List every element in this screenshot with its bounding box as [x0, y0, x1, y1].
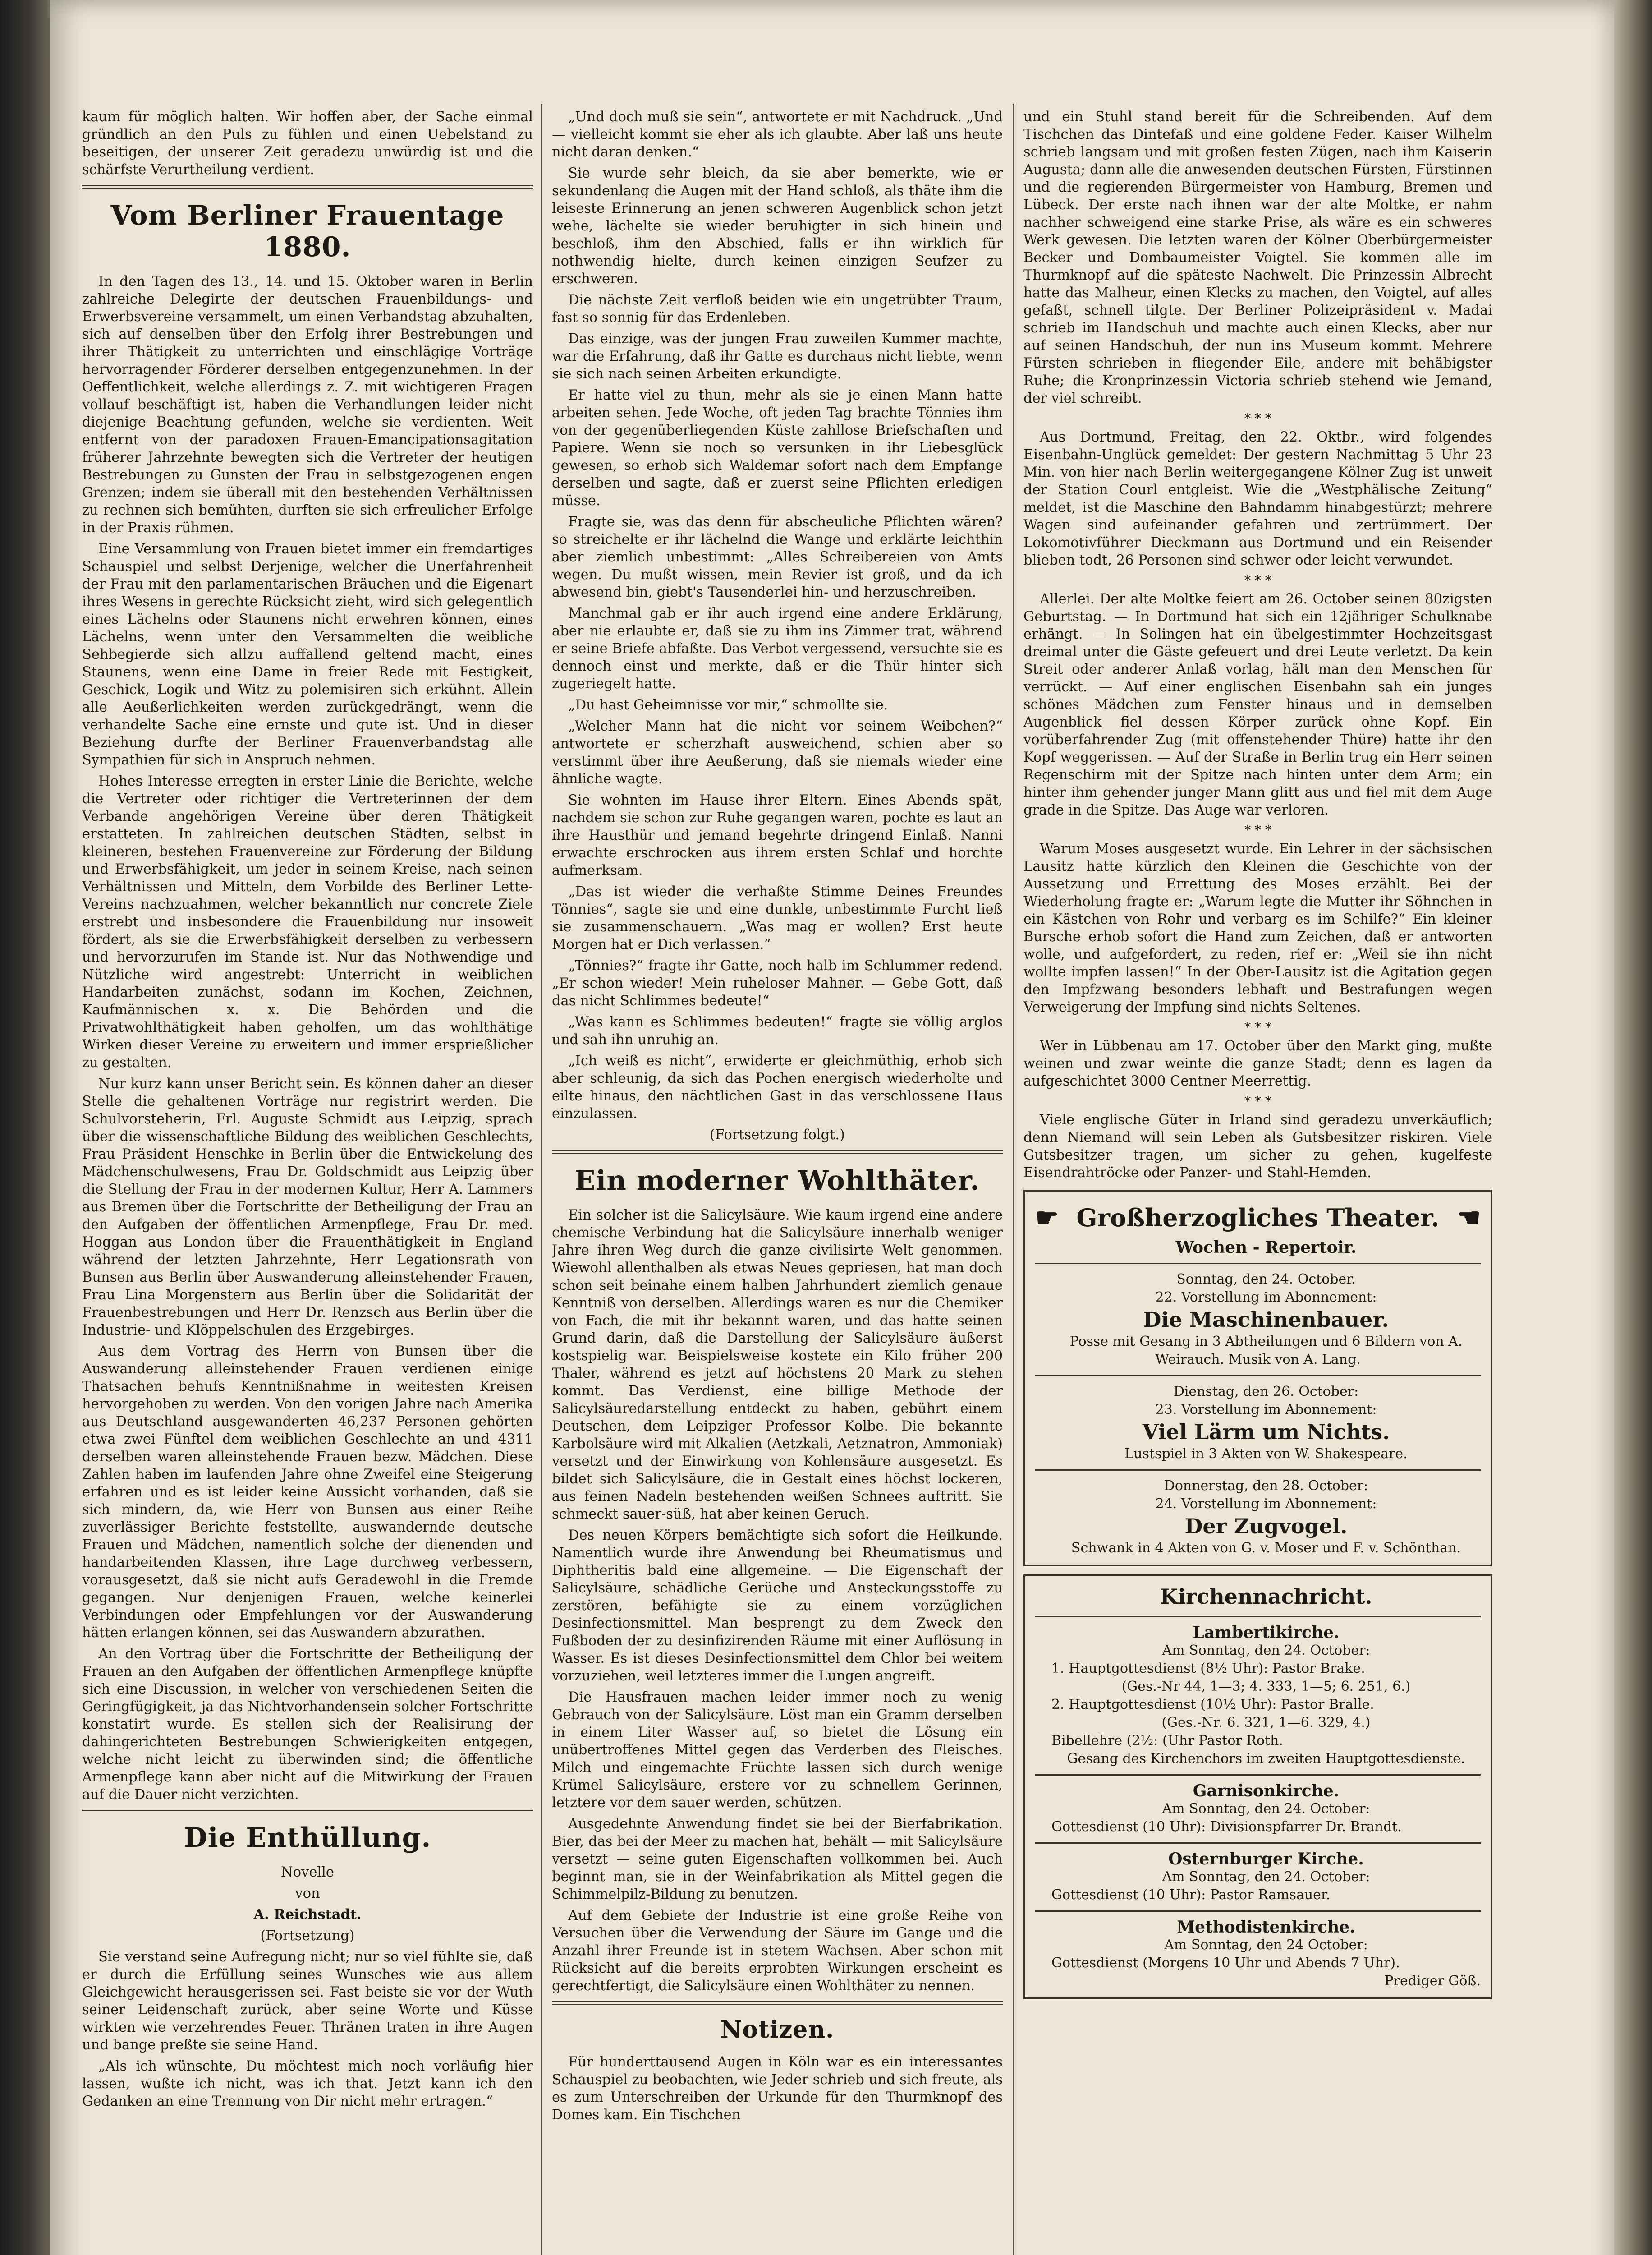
repertoire-subtitle: Wochen - Repertoir. [1175, 1238, 1357, 1257]
paragraph: An den Vortrag über die Fortschritte der Betheiligung der Frauen an den Aufgaben der öffentlichen Armenpflege knüpfte sich eine Discussion, in welcher von verschiedenen Seiten die Geringfügigkeit, ja das Nichtvorhandensein solcher Fortschritte konstatirt wurde. Es stellen sich der Realisirung der dahingerichteten Bestrebungen Schwierigkeiten entgegen, welche nicht leicht zu überwinden sind; die öffentliche Armenpflege kann aber nicht auf die Mitwirkung der Frauen auf die Dauer nicht verzichten. [82, 1646, 533, 1803]
divider [552, 1150, 1003, 1154]
theater-play: Der Zugvogel. [1184, 1514, 1348, 1538]
theater-abo: 23. Vorstellung im Abonnement: [1155, 1402, 1377, 1417]
story-paragraph: „Und doch muß sie sein“, antwortete er mit Nachdruck. „Und — vielleicht kommt sie eher als ich glaubte. Aber laß uns heute nicht daran denken.“ [552, 109, 1003, 160]
column-2 [552, 108, 1003, 2127]
heading-notizen: Notizen. [720, 2016, 835, 2043]
paragraph: Des neuen Körpers bemächtigte sich sofort die Heilkunde. Namentlich wurde ihre Anwendung bei Rheumatismus und Diphtheritis bald eine allgemeine. — Die Eigenschaft der Salicylsäure, schädliche Gerüche und Ansteckungsstoffe zu zerstören, befähigte sie zu einem vorzüglichen Desinfectionsmittel. Man besprengt zu dem Zweck den Fußboden der zu desinfizirenden Räume mit einer Auflösung in Wasser. Es ist dieses Desinfectionsmittel dem Chlor bei weitem vorzuziehen, weil letzteres immer die Lungen angreift. [552, 1528, 1003, 1684]
separator-stars: * * * [1244, 573, 1271, 588]
church-line: Am Sonntag, den 24. October: [1162, 1643, 1370, 1658]
paragraph: In den Tagen des 13., 14. und 15. Oktober waren in Berlin zahlreiche Delegirte der deutschen Frauenbildungs- und Erwerbsvereine versammelt, um einen Verbandstag abzuhalten, sich auf denselben über den Erfolg ihrer Bestrebungen und ihrer Thätigkeit zu unterrichten und einschlägige Vorträge hervorragender Förderer derselben entgegenzunehmen. In der Oeffentlichkeit, welche allerdings z. Z. mit wichtigeren Fragen vollauf beschäftigt ist, haben die Verhandlungen leider nicht diejenige Beachtung gefunden, welche sie verdienten. Weit entfernt von der paradoxen Frauen-Emancipationsagitation früherer Jahrzehnte bewegten sich die Vertreter der heutigen Bestrebungen zu Gunsten der Frau in selbstgezogenen engen Grenzen; indem sie überall mit den bestehenden Verhältnissen zu rechnen sich bemühten, durften sie sich erfreulicher Erfolge in der Praxis rühmen. [82, 274, 533, 536]
story-paragraph: Er hatte viel zu thun, mehr als sie je einen Mann hatte arbeiten sehen. Jede Woche, oft jeden Tag brachte Tönnies ihm von der gegenüberliegenden Küste zahllose Briefschaften und Papiere. Wenn sie noch so versunken in ihr Liebesglück gewesen, so erhob sich Waldemar sofort nach dem Empfange derselben und sagte, daß er zuerst seine Pflichten erledigen müsse. [552, 387, 1003, 509]
divider [1035, 1616, 1481, 1617]
theater-title-row [1035, 1202, 1481, 1233]
divider [1035, 1774, 1481, 1776]
church-garnison: Garnisonkirche. [1193, 1781, 1340, 1800]
paragraph: Eine Versammlung von Frauen bietet immer ein fremdartiges Schauspiel und selbst Derjenige, welcher die Unerfahrenheit der Frau mit den parlamentarischen Bräuchen und die Eigenart ihres Wesens in gerechte Rücksicht zieht, wird sich gelegentlich eines Lächelns oder Staunens nicht erwehren können, eines Lächelns, wenn unter den Versammelten die weibliche Sehbegierde sich allzu auffallend geltend macht, eines Staunens, wenn eine Dame in freier Rede mit Festigkeit, Geschick, Logik und Witz zu polemisiren sich erkühnt. Allein alle Aeußerlichkeiten werden zurückgedrängt, wenn die verhandelte Sache eine ernste und gute ist. Und in dieser Beziehung durfte der Berliner Frauenverbandstag alle Sympathien für sich in Anspruch nehmen. [82, 541, 533, 768]
church-line: Gesang des Kirchenchors im zweiten Hauptgottesdienste. [1067, 1751, 1465, 1767]
page-edge [1614, 0, 1652, 2255]
story-paragraph: „Was kann es Schlimmes bedeuten!“ fragte sie völlig arglos und sah ihn unruhig an. [552, 1014, 1003, 1048]
divider [1035, 1842, 1481, 1844]
church-line: Gottesdienst (10 Uhr): Divisionspfarrer Dr. Brandt. [1051, 1819, 1402, 1835]
column-rule [1013, 104, 1014, 2255]
author-name: A. Reichstadt. [253, 1906, 362, 1923]
story-paragraph: Fragte sie, was das denn für abscheuliche Pflichten wären? so streichelte er ihr lächelnd die Wange und erklärte leichthin aber ziemlich unbestimmt: „Alles Schreibereien von Amts wegen. Du mußt wissen, mein Revier ist groß, und da ich abwesend bin, giebt's Tausenderlei hin- und herzuschreiben. [552, 514, 1003, 600]
paragraph: Auf dem Gebiete der Industrie ist eine große Reihe von Versuchen über die Verwendung der Säure im Gange und die Anzahl ihrer Freunde ist in stetem Wachsen. Aber schon mit Rücksicht auf die bereits erprobten Wirkungen erscheint es gerechtfertigt, die Salicylsäure einen Wohlthäter zu nennen. [552, 1908, 1003, 1994]
novelle-label: Novelle [281, 1864, 334, 1880]
divider [82, 185, 533, 189]
story-paragraph: Sie wurde sehr bleich, da sie aber bemerkte, wie er sekundenlang die Augen mit der Hand schloß, als thäte ihm die leiseste Erinnerung an jenen schweren Augenblick schon jetzt wehe, lächelte sie wieder beruhigter in sich hinein und beschloß, ihm den Abschied, falls er ihn wirklich für nothwendig hielte, durch keinen einzigen Seufzer zu erschweren. [552, 166, 1003, 287]
church-methodist: Methodistenkirche. [1177, 1918, 1355, 1937]
divider [1035, 1375, 1481, 1376]
separator-stars: * * * [1244, 1020, 1271, 1035]
story-paragraph: „Welcher Mann hat die nicht vor seinem Weibchen?“ antwortete er scherzhaft ausweichend, schien aber so verstimmt über ihre Aeußerung, daß sie niemals wieder eine ähnliche wagte. [552, 718, 1003, 787]
church-box [1023, 1574, 1492, 1999]
church-line: Am Sonntag, den 24. October: [1162, 1869, 1370, 1885]
paragraph-dortmund: Aus Dortmund, Freitag, den 22. Oktbr., wird folgendes Eisenbahn-Unglück gemeldet: Der gestern Nachmittag 5 Uhr 23 Min. von hier nach Berlin weitergegangene Kölner Zug ist unweit der Station Courl entgleist. Wie die „Westphälische Zeitung“ meldet, ist die Maschine den Bahndamm hinabgestürzt; mehrere Wagen sind aufeinander gefahren und zertrümmert. Der Lokomotivführer Dieckmann aus Dortmund und ein Reisender blieben todt, 26 Personen sind schwer oder leicht verwundet. [1023, 429, 1492, 568]
church-line: 2. Hauptgottesdienst (10½ Uhr): Pastor Bralle. [1051, 1697, 1374, 1712]
theater-desc: Lustspiel in 3 Akten von W. Shakespeare. [1124, 1446, 1408, 1462]
story-paragraph: Sie wohnten im Hause ihrer Eltern. Eines Abends spät, nachdem sie schon zur Ruhe gegangen waren, pochte es laut an ihre Hausthür und jemand begehrte dringend Einlaß. Nanni erwachte erschrocken aus ihrem ersten Schlaf und horchte aufmerksam. [552, 792, 1003, 879]
theater-abo: 22. Vorstellung im Abonnement: [1155, 1289, 1377, 1305]
divider [1035, 1910, 1481, 1912]
church-title: Kirchennachricht. [1160, 1584, 1372, 1609]
divider [1035, 1263, 1481, 1264]
paragraph-irland: Viele englische Güter in Irland sind geradezu unverkäuflich; denn Niemand will sein Leben als Gutsbesitzer riskiren. Viele Gutsbesitzer tragen, um sicher zu gehen, kugelfeste Eisendrahtröcke oder Panzer- und Stahl-Hemden. [1023, 1112, 1492, 1181]
story-paragraph: „Ich weiß es nicht“, erwiderte er gleichmüthig, erhob sich aber schleunig, da sich das Pochen energisch wiederholte und eilte hinaus, den nächtlichen Gast in das verschlossene Haus einzulassen. [552, 1053, 1003, 1122]
theater-play: Die Maschinenbauer. [1143, 1307, 1389, 1332]
theater-date: Sonntag, den 24. October. [1176, 1271, 1356, 1287]
divider [552, 2001, 1003, 2005]
story-paragraph: „Das ist wieder die verhaßte Stimme Deines Freundes Tönnies“, sagte sie und eine dunkle, unbestimmte Furcht ließ sie zusammenschauern. „Was mag er wollen? Erst heute Morgen hat er Dich verlassen.“ [552, 884, 1003, 953]
story-paragraph: Das einzige, was der jungen Frau zuweilen Kummer machte, war die Erfahrung, daß ihr Gatte es durchaus nicht liebte, wenn sie sich nach seinen Arbeiten erkundigte. [552, 331, 1003, 382]
story-paragraph: Die nächste Zeit verfloß beiden wie ein ungetrübter Traum, fast so sonnig für das Erdenleben. [552, 292, 1003, 326]
story-paragraph: „Tönnies?“ fragte ihr Gatte, noch halb im Schlummer redend. „Er schon wieder! Mein ruheloser Mahner. — Gebe Gott, daß das nicht Schlimmes bedeute!“ [552, 958, 1003, 1009]
theater-abo: 24. Vorstellung im Abonnement: [1155, 1496, 1377, 1512]
church-line: Am Sonntag, den 24. October: [1162, 1801, 1370, 1817]
to-be-continued: (Fortsetzung folgt.) [710, 1127, 845, 1143]
paragraph: Aus dem Vortrag des Herrn von Bunsen über die Auswanderung alleinstehender Frauen verdienen einige Thatsachen behufs Kenntnißnahme in weitesten Kreisen hervorgehoben zu werden. Von den vorigen Jahre nach Amerika aus Deutschland ausgewanderten 46,237 Personen gehörten etwa zwei Fünftel dem weiblichen Geschlechte an und 4311 derselben waren alleinstehende Frauen bezw. Mädchen. Diese Zahlen haben im laufenden Jahre ohne Zweifel eine Steigerung erfahren und es ist leider keine Aussicht vorhanden, daß sie sich mindern, da, wie Herr von Bunsen aus einer Reihe zuverlässiger Berichte feststellte, auswandernde deutsche Frauen und Mädchen, namentlich solche der dienenden und handarbeitenden Klassen, ihre Lage durchweg verbessern, vorausgesetzt, daß sie nicht aufs Geradewohl in die Fremde gegangen. Nur denjenigen Frauen, welche keinerlei Verbindungen oder Empfehlungen vor der Auswanderung hätten erlangen können, sei das Auswandern abzurathen. [82, 1344, 533, 1641]
newspaper-page [50, 0, 1614, 2255]
separator-stars: * * * [1244, 1094, 1271, 1109]
paragraph: Hohes Interesse erregten in erster Linie die Berichte, welche die Vertreter oder richtiger die Vertreterinnen der dem Verbande angehörigen Vereine über deren Thätigkeit erstatteten. In zahlreichen deutschen Städten, selbst in kleineren, bestehen Frauenvereine zur Förderung der Bildung und Erwerbsfähigkeit, um jeder in seinem Kreise, nach seinen Verhältnissen und Mitteln, dem Vorbilde des Berliner Lette-Vereins nachzuahmen, welcher bekanntlich nur concrete Ziele erstrebt und insbesondere die Frauenbildung nur insoweit fördert, als sie die Erwerbsfähigkeit derselben zu verbessern und hervorzurufen im Stande ist. Nur das Nothwendige und Nützliche wird angestrebt: Unterricht in weiblichen Handarbeiten zunächst, sodann im Kochen, Zeichnen, Kaufmännischen x. x. Die Behörden und die Privatwohlthätigkeit haben geholfen, um das wohlthätige Wirken dieser Vereine zu erweitern und immer ersprießlicher zu gestalten. [82, 773, 533, 1071]
separator-stars: * * * [1244, 411, 1271, 426]
story-paragraph: Manchmal gab er ihr auch irgend eine andere Erklärung, aber nie erlaubte er, daß sie zu ihm ins Zimmer trat, während er seine Briefe abfaßte. Das Verbot vergessend, versuchte sie es dennoch einst und merkte, daß er die Thür hinter sich zugeriegelt hatte. [552, 606, 1003, 692]
church-line: Prediger Göß. [1384, 1973, 1481, 1989]
paragraph-allerlei: Allerlei. Der alte Moltke feiert am 26. October seinen 80zigsten Geburtstag. — In Dortmund hat sich ein 12jähriger Schulknabe erhängt. — In Solingen hat ein übelgestimmter Hochzeitsgast dreimal unter die Gäste gefeuert und drei Leute verletzt. Da kein Streit oder anderer Anlaß vorlag, hält man den Menschen für verrückt. — Auf einer englischen Eisenbahn sah ein junges schönes Mädchen zum Fenster hinaus und in demselben Augenblick fiel dessen Körper zurück ohne Kopf. Ein vorüberfahrender Zug (mit offenstehender Thüre) hatte ihr den Kopf weggerissen. — Auf der Straße in Berlin trug ein Herr seinen Regenschirm mit der Spitze nach hinten unter dem Arm; ein hinter ihm gehender junger Mann glitt aus und fiel mit dem Auge grade in die Spitze. Das Auge war verloren. [1023, 591, 1492, 818]
church-line: Gottesdienst (Morgens 10 Uhr und Abends 7 Uhr). [1051, 1955, 1400, 1971]
church-osternburg: Osternburger Kirche. [1168, 1850, 1364, 1868]
theater-desc: Schwank in 4 Akten von G. v. Moser und F. v. Schönthan. [1071, 1540, 1461, 1556]
church-line: 1. Hauptgottesdienst (8½ Uhr): Pastor Brake. [1051, 1661, 1365, 1676]
church-line: Am Sonntag, den 24 October: [1164, 1937, 1368, 1953]
pointing-hand-left-icon: ☚ [1457, 1202, 1481, 1233]
heading-wohlthaeter: Ein moderner Wohlthäter. [574, 1165, 980, 1197]
story-paragraph: „Du hast Geheimnisse vor mir,“ schmollte sie. [568, 697, 888, 713]
intro-paragraph: kaum für möglich halten. Wir hoffen aber, der Sache einmal gründlich an den Puls zu fühlen und einen Uebelstand zu beseitigen, der unserer Zeit geradezu unwürdig ist und die schärfste Verurtheilung verdient. [82, 109, 533, 178]
church-line: (Ges.-Nr. 6. 321, 1—6. 329, 4.) [1161, 1715, 1371, 1730]
church-line: Bibellehre (2½: (Uhr Pastor Roth. [1051, 1733, 1283, 1749]
church-lamberti: Lambertikirche. [1193, 1623, 1340, 1642]
pointing-hand-right-icon: ☛ [1035, 1202, 1059, 1233]
column-rule [541, 104, 542, 2255]
paragraph: und ein Stuhl stand bereit für die Schreibenden. Auf dem Tischchen das Dintefaß und eine goldene Feder. Kaiser Wilhelm schrieb langsam und mit großen festen Zügen, nach ihm Kaiserin Augusta; dann alle die anwesenden deutschen Fürsten, Fürstinnen und die regierenden Bürgermeister von Hamburg, Bremen und Lübeck. Der erste nach ihnen war der alte Moltke, er nahm nachher schweigend eine starke Prise, als wäre es ein schweres Werk gewesen. Die letzten waren der Kölner Oberbürgermeister Becker und Dombaumeister Voigtel. Sie kommen alle im Thurmknopf auf die späteste Nachwelt. Die Prinzessin Albrecht hatte das Malheur, einen Klecks zu machen, den Voigtel, auf alles gefaßt, schnell tilgte. Der Berliner Polizeipräsident v. Madai schrieb im Handschuh und machte auch einen Klecks, aber nur auf seinen Handschuh, der nun ins Museum kommt. Mehrere Fürsten schrieben in fliegender Eile, andere mit behäbigster Ruhe; die Kronprinzessin Victoria schrieb stehend wie Jemand, der viel schreibt. [1023, 109, 1492, 406]
von-label: von [295, 1886, 320, 1901]
paragraph-luebbenau: Wer in Lübbenau am 17. October über den Markt ging, mußte weinen und zwar weinte die ganze Stadt; denn es lagen da aufgeschichtet 3000 Centner Meerrettig. [1023, 1038, 1492, 1089]
heading-frauentag: Vom Berliner Frauentage 1880. [110, 200, 505, 263]
heading-enthuellung: Die Enthüllung. [184, 1822, 431, 1854]
story-paragraph: Sie verstand seine Aufregung nicht; nur so viel fühlte sie, daß er durch die Erfüllung seines Wunsches wie aus allem Gleichgewicht herausgerissen sei. Fast beiste sie vor der Wuth seiner Leidenschaft zurück, aber seine Worte und Küsse wirkten wie verzehrendes Feuer. Thränen traten in ihre Augen und bange preßte sie seine Hand. [82, 1949, 533, 2053]
theater-title: Großherzogliches Theater. [1076, 1203, 1440, 1232]
paragraph: Nur kurz kann unser Bericht sein. Es können daher an dieser Stelle die gehaltenen Vorträge nur registrirt werden. Die Schulvorsteherin, Frl. Auguste Schmidt aus Leipzig, sprach über die wissenschaftliche Bildung des weiblichen Geschlechts, Frau Präsident Henschke in Berlin über die Entwickelung des Mädchenschulwesens, Frau Dr. Goldschmidt aus Leipzig über die Stellung der Frau in der modernen Kultur, Herr A. Lammers aus Bremen über die Fortschritte der Betheiligung der Frau an den Aufgaben der öffentlichen Armenpflege, Frau Dr. med. Hoggan aus London über die Frauenthätigkeit in England während der letzten Jahrzehnte, Herr Legationsrath von Bunsen aus Berlin über Auswanderung alleinstehender Frauen, Frau Lina Morgenstern aus Berlin über die Solidarität der Frauenbestrebungen und Herr Dr. Renzsch aus Berlin über die Industrie- und Klöppelschulen des Erzgebirges. [82, 1076, 533, 1338]
column-3 [1023, 108, 1492, 2007]
story-paragraph: „Als ich wünschte, Du möchtest mich noch vorläufig hier lassen, wußte ich nicht, was ich that. Jetzt kann ich den Gedanken an eine Trennung von Dir nicht mehr ertragen.“ [82, 2058, 533, 2109]
theater-box [1023, 1190, 1492, 1566]
paragraph: Ein solcher ist die Salicylsäure. Wie kaum irgend eine andere chemische Verbindung hat die Salicylsäure innerhalb weniger Jahre ihren Weg durch die ganze civilisirte Welt genommen. Wiewohl allenthalben als etwas Neues gepriesen, hat man doch schon seit beinahe einem halben Jahrhundert ziemlich genaue Kenntniß von derselben. Allerdings waren es nur die Chemiker von Fach, die mit ihr bekannt waren, und das hatte seinen Grund darin, daß die Darstellung der Salicylsäure äußerst kostspielig war. Beispielsweise kostete ein Kilo früher 200 Thaler, während es jetzt auf höchstens 20 Mark zu stehen kommt. Das Verdienst, eine billige Methode der Salicylsäuredarstellung entdeckt zu haben, gebührt einem Deutschen, dem Leipziger Professor Kolbe. Die bekannte Karbolsäure wird mit Alkalien (Aetzkali, Aetznatron, Ammoniak) versetzt und der Einwirkung von Kohlensäure ausgesetzt. Es bildet sich Salicylsäure, die in Gestalt eines höchst lockeren, aus feinen Nadeln bestehenden weißen Schnees auftritt. Sie schmeckt sauer-süß, hat aber keinen Geruch. [552, 1207, 1003, 1522]
theater-play: Viel Lärm um Nichts. [1142, 1420, 1390, 1444]
paragraph: Für hunderttausend Augen in Köln war es ein interessantes Schauspiel zu beobachten, wie Jeder schrieb und sich freute, als es zum Unterschreiben der Urkunde für den Thurmknopf des Domes kam. Ein Tischchen [552, 2054, 1003, 2123]
paragraph: Ausgedehnte Anwendung findet sie bei der Bierfabrikation. Bier, das bei der Meer zu machen hat, behält — mit Salicylsäure versetzt — seine guten Eigenschaften vollkommen bei. Auch beginnt man, sie in der Weinfabrikation als Mittel gegen die Schimmelpilz-Bildung zu benutzen. [552, 1816, 1003, 1902]
divider [82, 1810, 533, 1811]
paragraph: Die Hausfrauen machen leider immer noch zu wenig Gebrauch von der Salicylsäure. Löst man ein Gramm derselben in einem Liter Wasser auf, so bietet die Lösung ein unübertroffenes Mittel gegen das Verderben des Fleisches. Milch und eingemachte Früchte lassen sich durch wenige Krümel Salicylsäure, erstere vor zu schnellem Gerinnen, letztere vor dem sauer werden, schützen. [552, 1689, 1003, 1811]
theater-desc: Posse mit Gesang in 3 Abtheilungen und 6 Bildern von A. Weirauch. Musik von A. Lang. [1069, 1334, 1463, 1367]
column-1 [82, 108, 533, 2114]
theater-date: Dienstag, den 26. October: [1173, 1384, 1359, 1399]
church-line: (Ges.-Nr 44, 1—3; 4. 333, 1—5; 6. 251, 6.) [1121, 1679, 1411, 1694]
separator-stars: * * * [1244, 823, 1271, 838]
church-line: Gottesdienst (10 Uhr): Pastor Ramsauer. [1051, 1887, 1331, 1903]
book-binding [0, 0, 50, 2255]
continuation-note: (Fortsetzung) [260, 1928, 355, 1944]
paragraph-moses: Warum Moses ausgesetzt wurde. Ein Lehrer in der sächsischen Lausitz hatte kürzlich den Kleinen die Geschichte von der Aussetzung und Errettung des Moses erzählt. Bei der Wiederholung fragte er: „Warum legte die Mutter ihr Söhnchen in ein Kästchen von Rohr und verbarg es im Schilfe?“ Ein kleiner Bursche erhob sofort die Hand zum Zeichen, daß er antworten wolle, und aufgefordert, zu reden, rief er: „Weil sie ihn nicht wollte impfen lassen!“ In der Ober-Lausitz ist die Agitation gegen den Impfzwang besonders lebhaft und Bestrafungen wegen Verweigerung der Impfung sind nichts Seltenes. [1023, 841, 1492, 1015]
theater-date: Donnerstag, den 28. October: [1164, 1478, 1368, 1494]
divider [1035, 1469, 1481, 1471]
